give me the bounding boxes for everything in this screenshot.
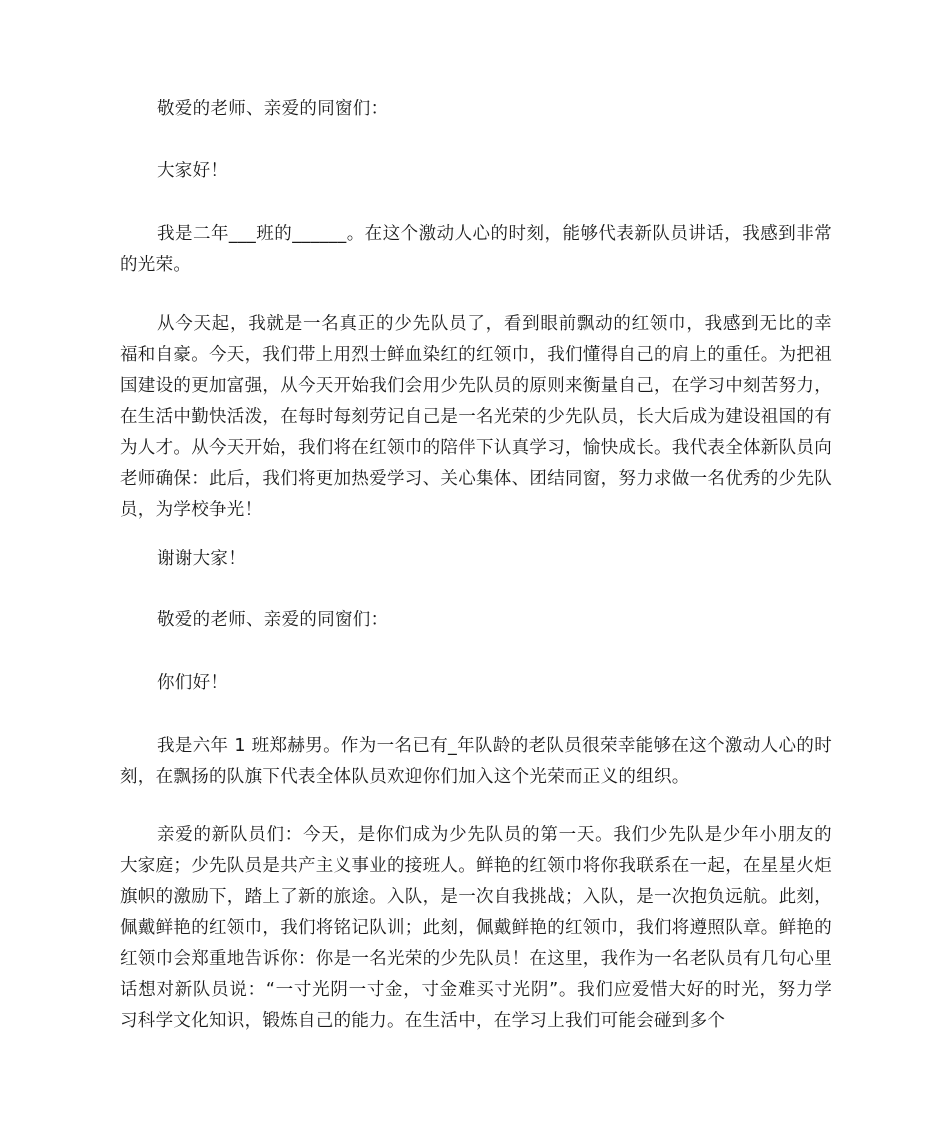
closing-1: 谢谢大家！	[157, 549, 246, 569]
greeting-1: 大家好！	[157, 161, 229, 181]
body-paragraph-2: 亲爱的新队员们：今天，是你们成为少先队员的第一天。我们少先队是少年小朋友的大家庭；少先队员是共产主义事业的接班人。鲜艳的红领巾将你我联系在一起，在星星火炬旗帜的激励下，踏上了新的旅途。入队，是一次自我挑战；入队，是一次抱负远航。此刻，佩戴鲜艳的红领巾，我们将铭记队训；此刻，佩戴鲜艳的红领巾，我们将遵照队章。鲜艳的红领巾会郑重地告诉你：你是一名光荣的少先队员！在这里，我作为一名老队员有几句心里话想对新队员说：“一寸光阴一寸金，寸金难买寸光阴”。我们应爱惜大好的时光，努力学习科学文化知识，锻炼自己的能力。在生活中，在学习上我们可能会碰到多个	[120, 825, 832, 1031]
intro-paragraph-1: 我是二年___班的______。在这个激动人心的时刻，能够代表新队员讲话，我感到非常的光荣。	[120, 224, 832, 275]
greeting-2: 你们好！	[157, 673, 229, 693]
salutation-1: 敬爱的老师、亲爱的同窗们：	[157, 99, 389, 119]
intro-paragraph-2: 我是六年 1 班郑赫男。作为一名已有_年队龄的老队员很荣幸能够在这个激动人心的时刻，在飘扬的队旗下代表全体队员欢迎你们加入这个光荣而正义的组织。	[120, 736, 832, 787]
body-paragraph-1: 从今天起，我就是一名真正的少先队员了，看到眼前飘动的红领巾，我感到无比的幸福和自豪。今天，我们带上用烈士鲜血染红的红领巾，我们懂得自己的肩上的重任。为把祖国建设的更加富强，从今天开始我们会用少先队员的原则来衡量自己，在学习中刻苦努力，在生活中勤快活泼，在每时每刻劳记自己是一名光荣的少先队员，长大后成为建设祖国的有为人才。从今天开始，我们将在红领巾的陪伴下认真学习，愉快成长。我代表全体新队员向老师确保：此后，我们将更加热爱学习、关心集体、团结同窗，努力求做一名优秀的少先队员，为学校争光！	[120, 314, 832, 520]
salutation-2: 敬爱的老师、亲爱的同窗们：	[157, 610, 389, 630]
